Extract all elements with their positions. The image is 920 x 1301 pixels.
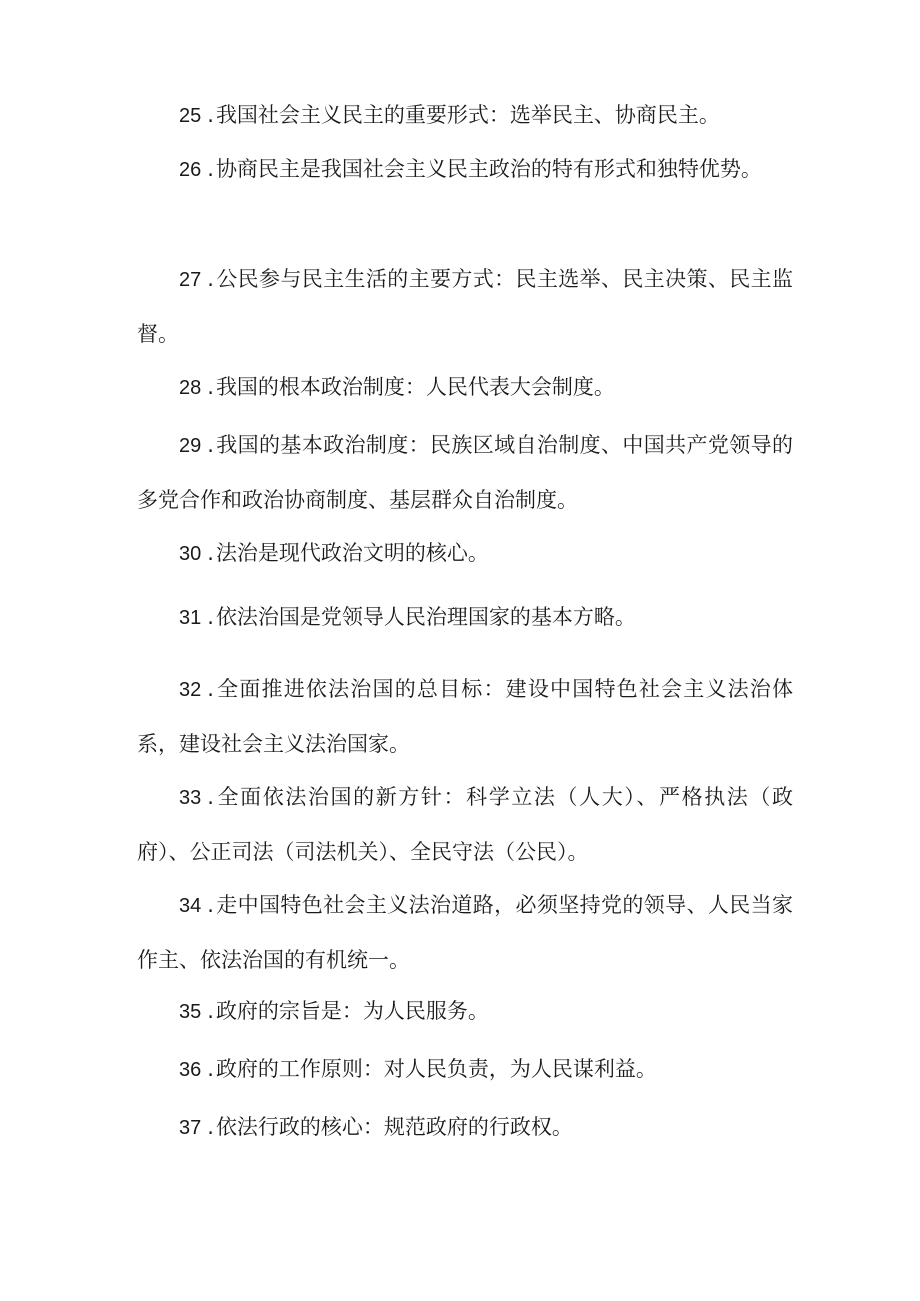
- item-number: 30: [179, 543, 202, 565]
- list-item: [137, 142, 793, 197]
- item-number: 32: [179, 679, 202, 701]
- item-separator: .: [207, 433, 214, 457]
- list-item: [137, 526, 793, 581]
- item-number: 37: [179, 1117, 202, 1139]
- item-number: 25: [179, 105, 202, 127]
- item-text: 走中国特色社会主义法治道路，必须坚持党的领导、人民当家作主、依法治国的有机统一。: [137, 893, 793, 972]
- list-item: [137, 590, 793, 645]
- item-number: 36: [179, 1059, 202, 1081]
- item-number: 31: [179, 607, 202, 629]
- list-item: [137, 662, 793, 771]
- item-number: 26: [179, 159, 202, 181]
- item-separator: .: [207, 785, 214, 809]
- item-text: 政府的宗旨是：为人民服务。: [215, 999, 489, 1023]
- item-number: 29: [179, 435, 202, 457]
- list-item: [137, 984, 793, 1039]
- item-text: 政府的工作原则：对人民负责，为人民谋利益。: [215, 1057, 657, 1081]
- item-text: 我国社会主义民主的重要形式：选举民主、协商民主。: [215, 103, 720, 127]
- item-separator: .: [207, 541, 214, 565]
- list-item: [137, 360, 793, 415]
- item-number: 34: [179, 895, 202, 917]
- item-text: 协商民主是我国社会主义民主政治的特有形式和独特优势。: [215, 157, 762, 181]
- item-separator: .: [207, 677, 214, 701]
- item-number: 35: [179, 1001, 202, 1023]
- item-separator: .: [207, 375, 214, 399]
- list-item: [137, 1100, 793, 1155]
- item-separator: .: [207, 157, 214, 181]
- item-separator: .: [207, 267, 214, 291]
- list-item: [137, 1042, 793, 1097]
- list-item: [137, 878, 793, 987]
- item-separator: .: [207, 1057, 214, 1081]
- item-number: 27: [179, 269, 202, 291]
- item-separator: .: [207, 103, 214, 127]
- item-text: 依法行政的核心：规范政府的行政权。: [215, 1115, 573, 1139]
- item-separator: .: [207, 893, 214, 917]
- list-item: [137, 252, 793, 361]
- item-separator: .: [207, 999, 214, 1023]
- item-text: 我国的根本政治制度：人民代表大会制度。: [215, 375, 615, 399]
- item-number: 33: [179, 787, 202, 809]
- item-separator: .: [207, 1115, 214, 1139]
- item-text: 全面推进依法治国的总目标：建设中国特色社会主义法治体系，建设社会主义法治国家。: [137, 677, 793, 756]
- item-separator: .: [207, 605, 214, 629]
- list-item: [137, 418, 793, 527]
- list-item: [137, 88, 793, 143]
- item-text: 全面依法治国的新方针：科学立法（人大）、严格执法（政府）、公正司法（司法机关）、全民守法（公民）。: [137, 785, 793, 864]
- item-text: 法治是现代政治文明的核心。: [215, 541, 489, 565]
- item-number: 28: [179, 377, 202, 399]
- item-text: 我国的基本政治制度：民族区域自治制度、中国共产党领导的多党合作和政治协商制度、基层群众自治制度。: [137, 433, 793, 512]
- list-item: [137, 770, 793, 879]
- item-text: 依法治国是党领导人民治理国家的基本方略。: [215, 605, 636, 629]
- item-text: 公民参与民主生活的主要方式：民主选举、民主决策、民主监督。: [137, 267, 793, 346]
